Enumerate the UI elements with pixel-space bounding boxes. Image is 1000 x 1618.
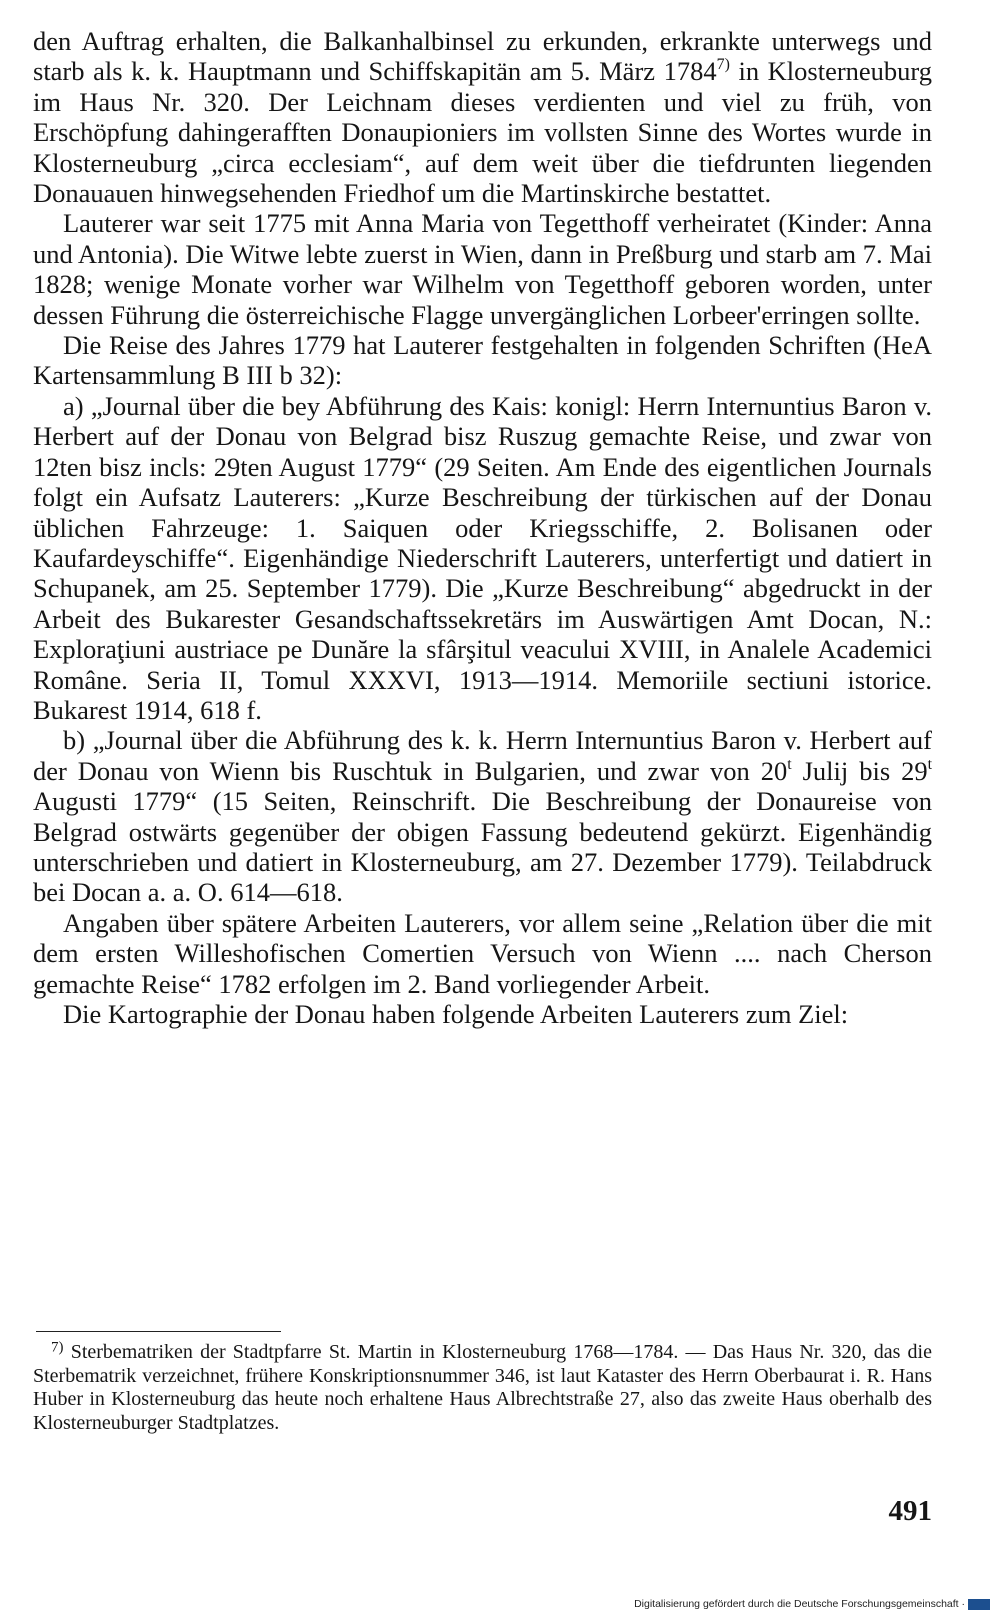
- paragraph-6: [33, 908, 932, 999]
- paragraph-2: [33, 208, 932, 330]
- paragraph-5-item-b: [33, 725, 932, 907]
- footnote-7: [33, 1341, 932, 1435]
- text-segment: Die Reise des Jahres 1779 hat Lauterer festgehalten in folgenden Schriften (HeA Kartensammlung B III b 32):: [33, 330, 932, 391]
- footnotes: [33, 1341, 932, 1435]
- text-segment: in Klosterneuburg im Haus Nr. 320. Der Leichnam dieses verdienten und viel zu früh, von Erschöpfung dahingerafften Donaupioniers im vollsten Sinne des Wortes wurde in Klosterneuburg „circa ecclesiam“, auf dem weit über die tiefdrunten liegenden Donauauen hinwegsehenden Friedhof um die Martinskirche bestattet.: [33, 56, 933, 209]
- text-segment: den Auftrag erhalten, die Balkanhalbinsel zu erkunden, erkrankte unterwegs und starb als k. k. Hauptmann und Schiffskapitän am 5. März 1784: [33, 26, 932, 87]
- text-segment: a) „Journal über die bey Abführung des Kais: konigl: Herrn Internuntius Baron v. Herbert auf der Donau von Belgrad bisz Ruszug gemachte Reise, und zwar von 12ten bisz incls: 29ten August 1779“ (29 Seiten. Am Ende des eigentlichen Journals folgt ein Aufsatz Lauterers: „Kurze Beschreibung der türkischen auf der Donau üblichen Fahrzeuge: 1. Saiquen oder Kriegsschiffe, 2. Bolisanen oder Kaufardeyschiffe“. Eigenhändige Niederschrift Lauterers, unterfertigt und datiert in Schupanek, am 25. September 1779). Die „Kurze Beschreibung“ abgedruckt in der Arbeit des Bukarester Gesandschaftssekretärs im Auswärtigen Amt Docan, N.: Exploraţiuni austriace pe Dunăre la sfârşitul veacului XVIII, in Analele Academici Române. Seria II, Tomul XXXVI, 1913—1914. Memoriile sectiuni istorice. Bukarest 1914, 618 f.: [33, 390, 932, 725]
- text-segment: Lauterer war seit 1775 mit Anna Maria von Tegetthoff verheiratet (Kinder: Anna und Antonia). Die Witwe lebte zuerst in Wien, dann in Preßburg und starb am 7. Mai 1828; wenige Monate vorher war Wilhelm von Tegetthoff geboren worden, unter dessen Führung die österreichische Flagge unvergänglichen Lorbeer'erringen sollte.: [33, 208, 932, 330]
- footnote-ref-7: 7): [716, 56, 730, 74]
- credit-text: Digitalisierung gefördert durch die Deutsche Forschungsgemeinschaft ·: [634, 1598, 965, 1610]
- superscript: t: [787, 755, 792, 773]
- paragraph-4-item-a: [33, 391, 932, 725]
- text-segment: Angaben über spätere Arbeiten Lauterers, vor allem seine „Relation über die mit dem ersten Willeshofischen Comertien Versuch von Wienn .... nach Cherson gemachte Reise“ 1782 erfolgen im 2. Band vorliegender Arbeit.: [33, 907, 932, 999]
- text-segment: Augusti 1779“ (15 Seiten, Reinschrift. Die Beschreibung der Donaureise von Belgrad ostwärts gegenüber der obigen Fassung bedeutend gekürzt. Eigenhändig unterschrieben und datiert in Klosterneuburg, am 27. Dezember 1779). Teilabdruck bei Docan a. a. O. 614—618.: [33, 786, 932, 908]
- footnote-text: Sterbematriken der Stadtpfarre St. Martin in Klosterneuburg 1768—1784. — Das Haus Nr. 320, das die Sterbematrik verzeichnet, frühere Konskriptionsnummer 346, ist laut Kataster des Herrn Oberbaurat i. R. Hans Huber in Klosterneuburg das heute noch erhaltene Haus Albrechtstraße 27, also das zweite Haus oberhalb des Klosterneuburger Stadtplatzes.: [33, 1341, 932, 1434]
- superscript: t: [927, 755, 933, 773]
- footnote-rule: [36, 1331, 281, 1332]
- text-segment: b) „Journal über die Abführung des k. k. Herrn Internuntius Baron v. Herbert auf der Donau von Wienn bis Ruschtuk in Bulgarien, und zwar von 20: [33, 725, 932, 786]
- footnote-marker: 7): [51, 1339, 64, 1356]
- page-number: 491: [888, 1495, 932, 1527]
- body-text: [33, 26, 932, 1029]
- text-segment: Julij bis 29: [791, 755, 928, 786]
- digitization-credit: [634, 1597, 990, 1611]
- text-segment: Die Kartographie der Donau haben folgende Arbeiten Lauterers zum Ziel:: [63, 999, 849, 1029]
- dfg-logo-icon: [968, 1599, 990, 1610]
- paragraph-3: [33, 330, 932, 391]
- paragraph-1: [33, 26, 932, 208]
- paragraph-7: [33, 999, 932, 1029]
